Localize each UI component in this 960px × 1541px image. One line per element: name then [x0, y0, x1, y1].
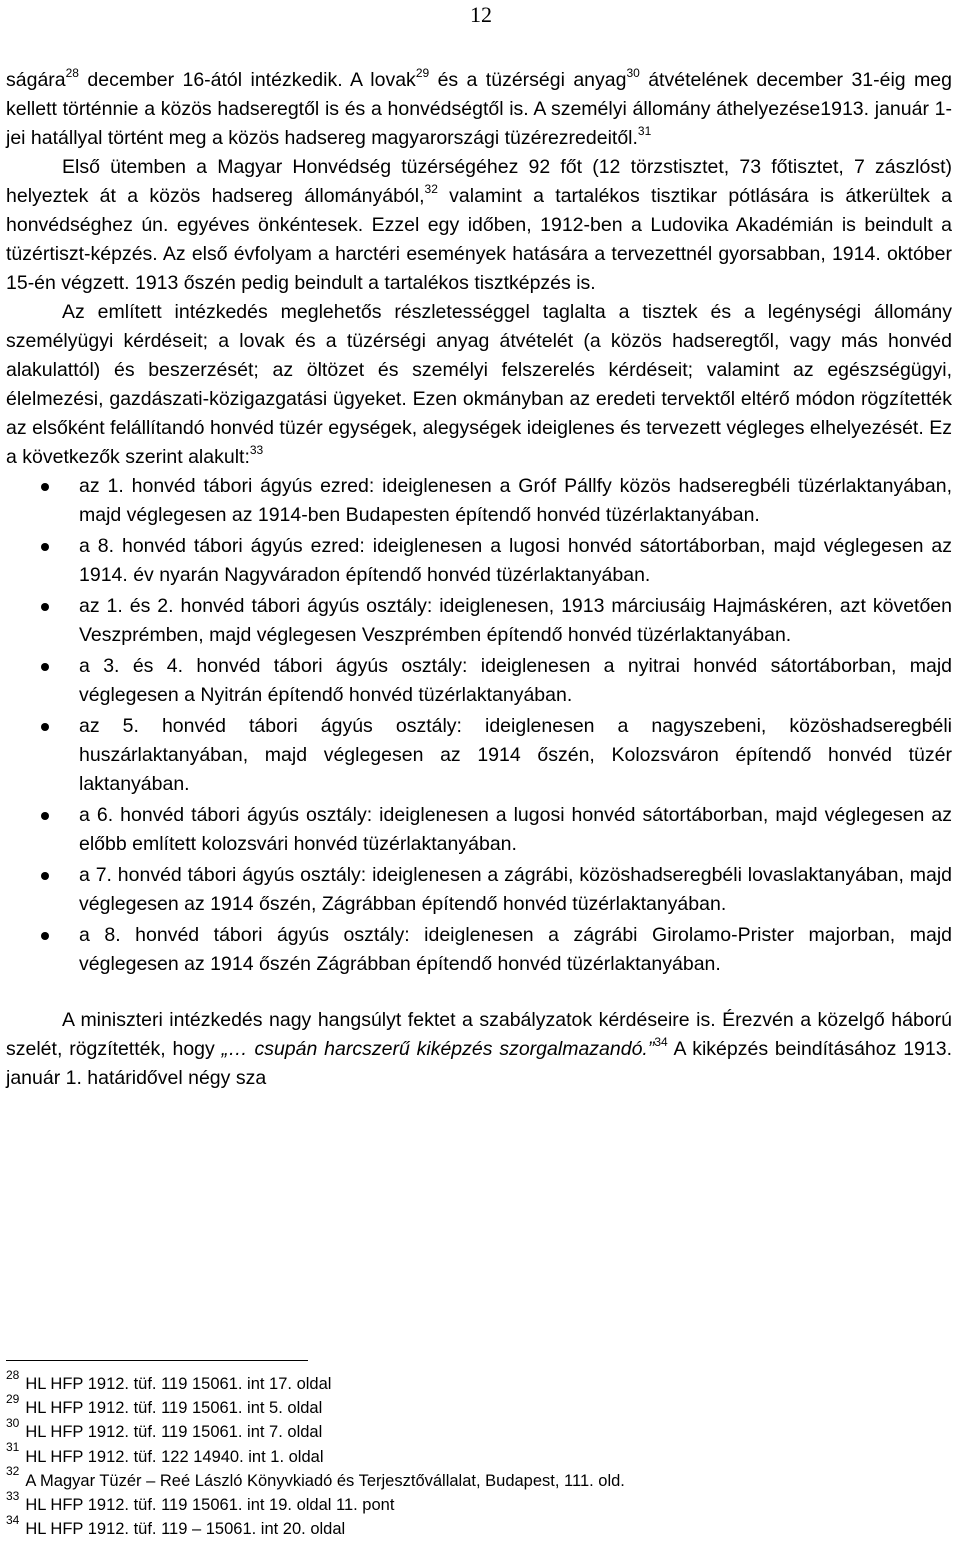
footnote-ref-33[interactable]: 33: [249, 442, 264, 457]
list-item: [6, 801, 952, 859]
footnote-text: HL HFP 1912. tüf. 119 15061. int 17. oldal: [25, 1375, 332, 1393]
footnote-34: [6, 1512, 952, 1541]
footnote-text: HL HFP 1912. tüf. 119 15061. int 19. oldal 11. pont: [25, 1496, 395, 1515]
bullet-icon: [41, 812, 49, 820]
footnote-ref-29[interactable]: 29: [415, 65, 430, 80]
text-run: Első ütemben a Magyar Honvédség tüzérségéhez 92 főt (12 törzstisztet, 73 főtisztet, 7 zászlóst) helyeztek át a közös hadsereg állományából,: [6, 156, 952, 207]
footnote-text: HL HFP 1912. tüf. 119 – 15061. int 20. oldal: [25, 1520, 346, 1539]
list-item: [6, 592, 952, 650]
text-run: A kiképzés beindításához 1913. január 1. határidővel négy sza: [6, 1038, 952, 1089]
list-item: [6, 861, 952, 919]
footnote-ref-31[interactable]: 31: [637, 123, 652, 138]
bullet-icon: [41, 663, 49, 671]
footnote-30: [6, 1415, 952, 1444]
text-run: ságára: [6, 69, 66, 91]
paragraph-1: [6, 66, 952, 153]
footnote-number: 28: [6, 1367, 20, 1382]
paragraph-2: [6, 153, 952, 298]
footnote-28: [6, 1367, 952, 1396]
footnote-ref-34[interactable]: 34: [654, 1034, 668, 1049]
quote-italic: „… csupán harcszerű kiképzés szorgalmazandó.”: [221, 1038, 655, 1060]
list-item: [6, 652, 952, 710]
footnote-number: 33: [6, 1488, 20, 1503]
bullet-icon: [41, 483, 49, 491]
footnote-number: 32: [6, 1464, 20, 1479]
footnote-31: [6, 1440, 952, 1469]
footnote-separator: [6, 1360, 308, 1361]
footnote-text: A Magyar Tüzér – Reé László Könyvkiadó és Terjesztővállalat, Budapest, 111. old.: [25, 1471, 625, 1490]
bullet-icon: [41, 543, 49, 551]
footnote-number: 30: [6, 1415, 20, 1430]
text-run: és a tüzérségi anyag: [429, 69, 627, 91]
footnote-text: HL HFP 1912. tüf. 119 15061. int 5. oldal: [25, 1399, 323, 1418]
list-item: [6, 532, 952, 590]
text-run: december 16-ától intézkedik. A lovak: [78, 69, 416, 91]
bullet-icon: [41, 932, 49, 940]
list-item-text: az 1. honvéd tábori ágyús ezred: ideiglenesen a Gróf Pállfy közös hadseregbéli tüzérlaktanyában, majd véglegesen az 1914-ben Budapesten építendő honvéd tüzérlaktanyában.: [79, 475, 952, 526]
footnote-29: [6, 1391, 952, 1420]
bullet-icon: [41, 872, 49, 880]
footnote-ref-30[interactable]: 30: [626, 65, 640, 80]
list-item-text: a 6. honvéd tábori ágyús osztály: ideiglenesen a lugosi honvéd sátortáborban, majd véglegesen az előbb említett kolozsvári honvéd tüzérlaktanyában.: [79, 804, 952, 855]
footnotes: [6, 1367, 952, 1541]
list-item-text: a 3. és 4. honvéd tábori ágyús osztály: ideiglenesen a nyitrai honvéd sátortáborban, majd véglegesen a Nyitrán építendő honvéd tüzérlaktanyában.: [79, 655, 952, 706]
footnote-text: HL HFP 1912. tüf. 122 14940. int 1. oldal: [25, 1447, 324, 1466]
footnote-33: [6, 1488, 952, 1517]
paragraph-spacer: [6, 981, 952, 1006]
text-run: valamint a tartalékos tisztikar pótlására is átkerültek a honvédséghez ún. egyéves önkéntesek. Ezzel egy időben, 1912-ben a Ludovika Akadémián is beindult a tüzértiszt-képzés. Az első évfolyam a harctéri események hatására a tervezettnél gyorsabban, 1914. október 15-én végzett. 1913 őszén pedig beindult a tartalékos tisztképzés is.: [6, 185, 952, 294]
list-item: [6, 921, 952, 979]
paragraph-3: [6, 298, 952, 472]
bullet-icon: [41, 723, 49, 731]
text-run: átvételének december 31-éig meg kellett történnie a közös hadseregtől is és a honvédségtől is. A személyi állomány áthelyezése1913. január 1-jei hatállyal történt meg a közös hadsereg magyarországi tüzérezredeitől.: [6, 69, 952, 149]
footnote-ref-28[interactable]: 28: [65, 65, 79, 80]
list-item-text: az 1. és 2. honvéd tábori ágyús osztály: ideiglenesen, 1913 márciusáig Hajmáskéren, azt követően Veszprémben, majd véglegesen Veszprémben építendő honvéd tüzérlaktanyában.: [79, 595, 952, 646]
paragraph-4: [6, 1006, 952, 1093]
list-item-text: az 5. honvéd tábori ágyús osztály: ideiglenesen a nagyszebeni, közöshadseregbéli huszárlaktanyában, majd véglegesen az 1914 őszén, Kolozsváron építendő honvéd tüzér laktanyában.: [79, 715, 952, 795]
unit-placement-list: [6, 472, 952, 979]
text-run: Az említett intézkedés meglehetős részletességgel taglalta a tisztek és a legénységi állomány személyügyi kérdéseit; a lovak és a tüzérségi anyag átvételét (a közös hadseregtől, vagy más honvéd alakulattól) és beszerzését; az öltözet és személyi felszerelés kérdéseit; valamint az egészségügyi, élelmezési, gazdászati-közigazgatási ügyeket. Ezen okmányban az eredeti tervektől eltérő módon rögzítették az elsőként felállítandó honvéd tüzér egységek, alegységek ideiglenes és tervezett végleges elhelyezését. Ez a következők szerint alakult:: [6, 301, 952, 468]
list-item: [6, 472, 952, 530]
list-item: [6, 712, 952, 799]
footnote-ref-32[interactable]: 32: [424, 181, 438, 196]
page-number: 12: [470, 2, 492, 27]
bullet-icon: [41, 603, 49, 611]
text-run: A miniszteri intézkedés nagy hangsúlyt fektet a szabályzatok kérdéseire is. Érezvén a közelgő háború szelét, rögzítették, hogy: [6, 1009, 952, 1060]
footnote-number: 31: [6, 1440, 20, 1455]
footnote-number: 34: [6, 1512, 20, 1527]
list-item-text: a 7. honvéd tábori ágyús osztály: ideiglenesen a zágrábi, közöshadseregbéli lovaslaktanyában, majd véglegesen az 1914 őszén, Zágrábban építendő honvéd tüzérlaktanyában.: [79, 864, 952, 915]
main-text: [6, 66, 952, 1093]
list-item-text: a 8. honvéd tábori ágyús osztály: ideiglenesen a zágrábi Girolamo-Prister majorban, majd véglegesen az 1914 őszén Zágrábban építendő honvéd tüzérlaktanyában.: [79, 924, 952, 975]
list-item-text: a 8. honvéd tábori ágyús ezred: ideiglenesen a lugosi honvéd sátortáborban, majd véglegesen az 1914. év nyarán Nagyváradon építendő honvéd tüzérlaktanyában.: [79, 535, 952, 586]
footnote-32: [6, 1464, 952, 1493]
footnote-number: 29: [6, 1391, 20, 1406]
footnote-text: HL HFP 1912. tüf. 119 15061. int 7. oldal: [25, 1423, 323, 1442]
